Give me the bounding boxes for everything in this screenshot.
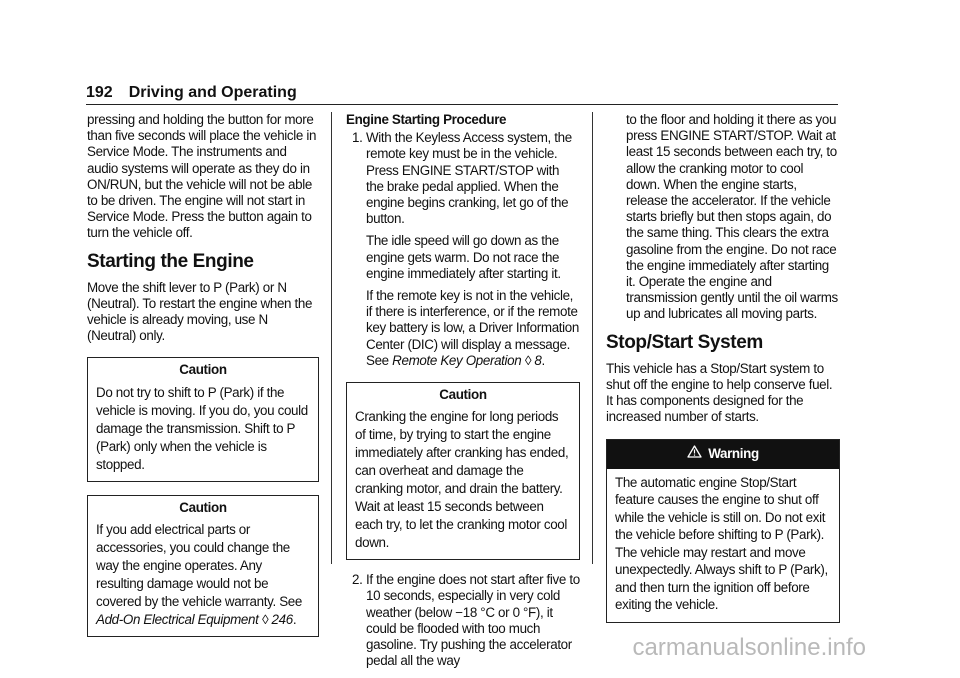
step-text: If the engine does not start after five to 10 seconds, especially in very cold weather (below −18 °C or 0 °F), it could be flooded with too much gasoline. Try pushing the accelerator pedal all the way: [366, 572, 580, 669]
caution-title: Caution: [179, 499, 227, 515]
step-number: 1.: [352, 130, 363, 146]
section-title: Driving and Operating: [128, 84, 297, 101]
warning-title: Warning: [708, 446, 759, 462]
subheading-engine-starting: Engine Starting Procedure: [346, 112, 507, 127]
cross-reference-link[interactable]: Remote Key Operation ◊ 8: [392, 352, 542, 368]
list-item: [346, 130, 580, 369]
warning-triangle-icon: [687, 445, 702, 462]
step-text: With the Keyless Access system, the remote key must be in the vehicle. Press ENGINE START/STOP with the brake pedal applied. When the engine begins cranking, let go of the button.: [366, 130, 572, 227]
step-number: 2.: [352, 572, 363, 588]
caution-text: Cranking the engine for long periods of time, by trying to start the engine immediately after cranking has ended, can overheat and damage the cranking motor, and drain the battery. Wait at least 15 seconds between each try, to let the cranking motor cool down.: [355, 409, 569, 551]
caution-title: Caution: [439, 387, 487, 403]
stop-start-paragraph: This vehicle has a Stop/Start system to shut off the engine to help conserve fuel. It has components designed for the increased number of starts.: [606, 360, 833, 425]
caution-text: If you add electrical parts or accessories, you could change the way the engine operates. Any resulting damage would not be covered by the vehicle warranty. See Add-On Electrical Equipment ◊ 246.: [96, 521, 302, 627]
intro-paragraph: pressing and holding the button for more than five seconds will place the vehicle in Service Mode. The instruments and audio systems will operate as they do in ON/RUN, but the vehicle will not be able to be driven. The engine will not start in Service Mode. Press the button again to turn the vehicle off.: [87, 112, 317, 241]
caution-text: Do not try to shift to P (Park) if the vehicle is moving. If you do, you could damage the transmission. Shift to P (Park) only when the vehicle is stopped.: [96, 384, 308, 472]
warning-text: The automatic engine Stop/Start feature causes the engine to shut off while the vehicle is still on. Do not exit the vehicle before shifting to P (Park). The vehicle may restart and move unexpectedly. Always shift to P (Park), and then turn the ignition off before exiting the vehicle.: [615, 474, 828, 613]
shift-paragraph: Move the shift lever to P (Park) or N (Neutral). To restart the engine when the vehicle is already moving, use N (Neutral) only.: [87, 279, 313, 344]
caution-box: [87, 495, 319, 637]
step-note: If the remote key is not in the vehicle, if there is interference, or if the remote key battery is low, a Driver Information Center (DIC) will display a message. See Remote Key Operation ◊ 8.: [366, 288, 579, 368]
reference-icon: ◊: [524, 352, 532, 368]
page-number: 192: [86, 84, 113, 101]
procedure-steps: [346, 130, 580, 369]
reference-icon: ◊: [261, 611, 269, 627]
column-3: [606, 112, 840, 623]
column-2: [346, 112, 580, 675]
procedure-steps: [346, 572, 580, 669]
column-divider: [331, 112, 332, 564]
column-divider: [592, 112, 593, 564]
step-note: The idle speed will go down as the engine gets warm. Do not race the engine immediately after starting it.: [366, 233, 561, 281]
page-header: [86, 84, 297, 102]
warning-box: [606, 439, 840, 622]
column-1: [87, 112, 319, 649]
section-heading-starting-engine: Starting the Engine: [87, 250, 254, 272]
section-heading-stop-start: Stop/Start System: [606, 331, 763, 353]
list-item: [346, 572, 580, 669]
step-continuation: to the floor and holding it there as you press ENGINE START/STOP. Wait at least 15 seconds between each try, to allow the cranking motor to cool down. When the engine starts, release the accelerator. If the vehicle starts briefly but then stops again, do the same thing. This clears the extra gasoline from the engine. Do not race the engine immediately after starting it. Operate the engine and transmission gently until the oil warms up and lubricates all moving parts.: [626, 112, 838, 322]
cross-reference-link[interactable]: Add-On Electrical Equipment ◊ 246: [96, 611, 293, 627]
caution-title: Caution: [179, 362, 227, 378]
warning-title-bar: [607, 440, 839, 468]
caution-box: [87, 357, 319, 481]
watermark: carmanualsonline.info: [632, 634, 866, 661]
caution-box: [346, 382, 580, 560]
header-rule: [86, 104, 838, 105]
